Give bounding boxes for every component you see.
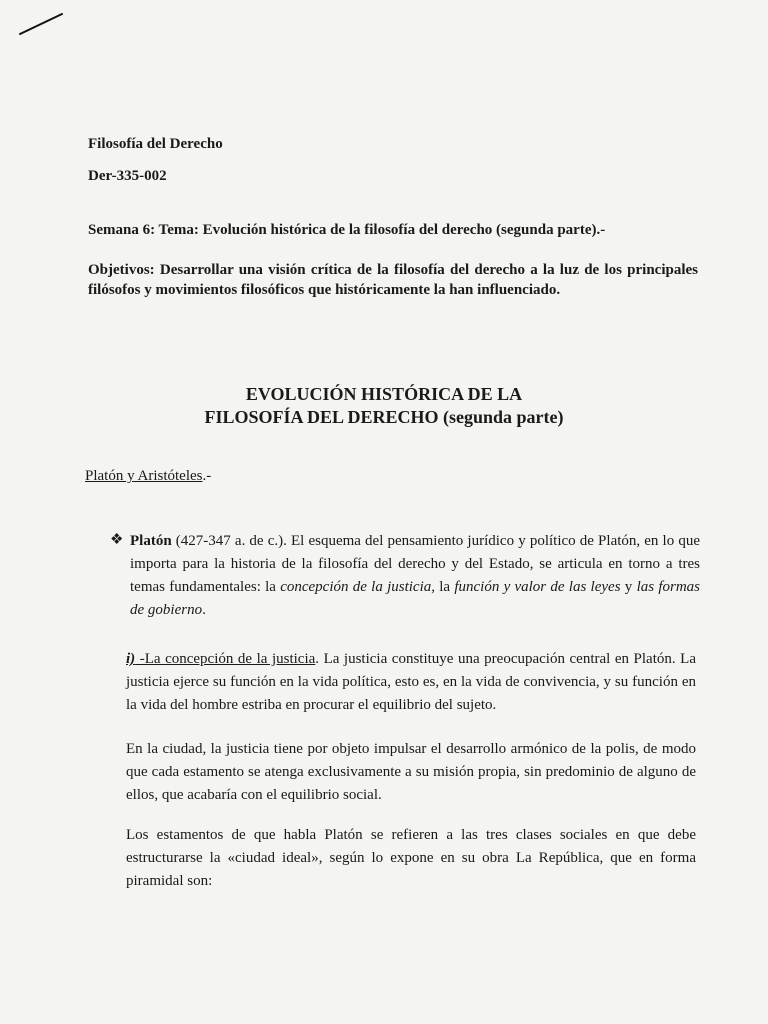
theme-gobierno: las formas de gobierno (130, 579, 700, 618)
bullet-diamond-icon: ❖ (110, 532, 124, 548)
week-topic: Semana 6: Tema: Evolución histórica de la filosofía del derecho (segunda parte).- (88, 222, 606, 238)
justicia-text: . La justicia constituye una preocupación central en Platón. La justicia ejerce su función en la vida política, esto es, en la vida de convivencia, y su función en la vida del hombre estriba en procurar el equilibrio del sujeto. (126, 651, 696, 713)
document-title-line2: FILOSOFÍA DEL DERECHO (segunda parte) (204, 407, 564, 427)
objectives: Objetivos: Desarrollar una visión crítica de la filosofía del derecho a la luz de los principales filósofos y movimientos filosóficos que históricamente la han influenciado. (88, 262, 698, 298)
document-title-line1: EVOLUCIÓN HISTÓRICA DE LA (245, 384, 523, 404)
ciudad-paragraph: En la ciudad, la justicia tiene por objeto impulsar el desarrollo armónico de la polis, de modo que cada estamento se atenga exclusivamente a su misión propia, sin predominio de alguno de ellos, que acabaría con el equilibrio social. (126, 741, 696, 803)
theme-leyes: función y valor de las leyes (454, 579, 621, 595)
separator: . (202, 602, 206, 618)
separator: y (620, 579, 637, 595)
justicia-paragraph (126, 648, 696, 717)
platon-intro: (427-347 a. de c.). El esquema del pensamiento jurídico y político de Platón, en lo que importa para la historia de la filosofía del derecho y del Estado, se articula en torno a tres temas fundamentales: la (130, 533, 700, 595)
section-heading-text: Platón y Aristóteles (85, 468, 203, 484)
justicia-numeral: i) (126, 651, 136, 667)
course-name: Filosofía del Derecho (88, 136, 223, 152)
section-heading-suffix: .- (202, 468, 212, 484)
pen-stroke-mark (18, 8, 68, 38)
separator: , la (431, 579, 455, 595)
theme-justicia: concepción de la justicia (280, 579, 432, 595)
platon-name: Platón (130, 533, 172, 549)
course-code: Der-335-002 (88, 168, 167, 184)
section-heading (85, 468, 211, 485)
estamentos-paragraph: Los estamentos de que habla Platón se refieren a las tres clases sociales en que debe estructurarse la «ciudad ideal», según lo expone en su obra La República, que en forma piramidal son: (126, 827, 696, 889)
justicia-heading: -La concepción de la justicia (135, 651, 316, 667)
platon-paragraph (130, 530, 700, 622)
